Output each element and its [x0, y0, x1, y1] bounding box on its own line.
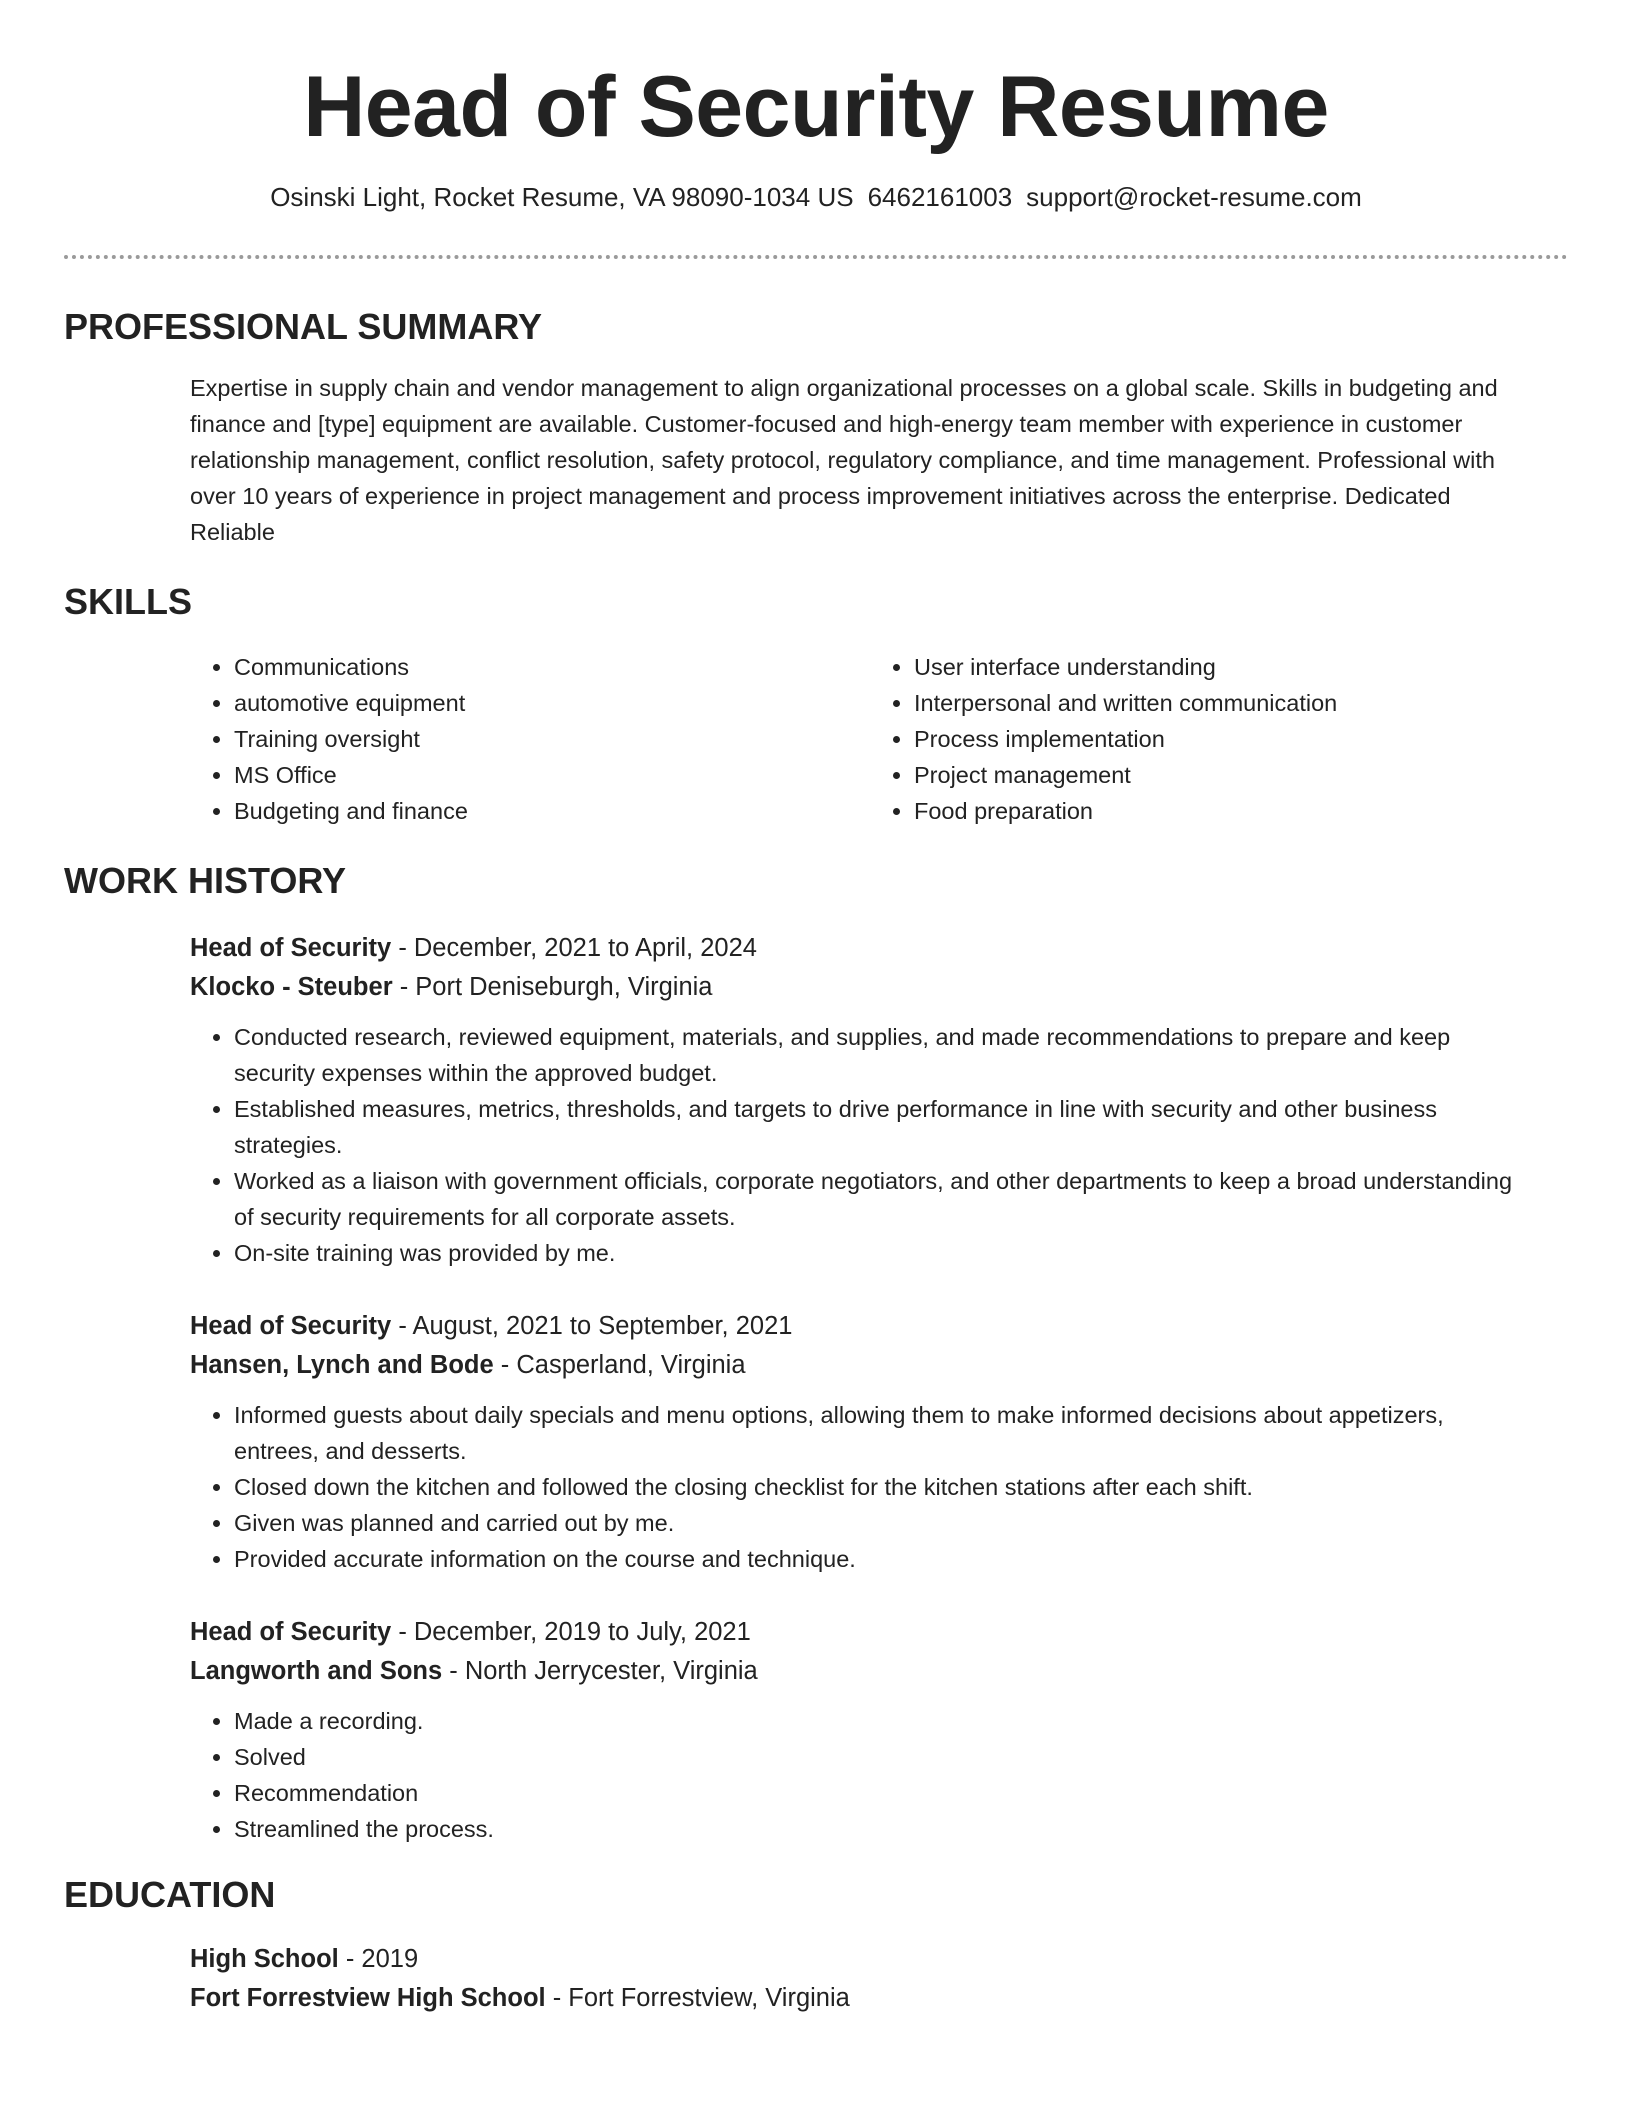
- job-bullets: [190, 1397, 1568, 1577]
- job-location: - North Jerrycester, Virginia: [442, 1656, 758, 1685]
- job-bullet: • Informed guests about daily specials and menu options, allowing them to make informed decisions about appetizers, entrees, and desserts.: [234, 1397, 1528, 1469]
- job-company-line: [190, 1346, 1568, 1385]
- job-bullet: • Given was planned and carried out by me.: [234, 1505, 1528, 1541]
- job-company: Langworth and Sons: [190, 1656, 443, 1685]
- education-year: - 2019: [338, 1944, 419, 1973]
- education-location: - Fort Forrestview, Virginia: [545, 1983, 850, 2012]
- job-company-line: [190, 968, 1568, 1007]
- section-heading-work-history: WORK HISTORY: [64, 860, 347, 902]
- job-entry: [190, 1307, 1568, 1577]
- job-entry: [190, 929, 1568, 1271]
- skills-section: [64, 649, 1568, 829]
- skill-item: • Interpersonal and written communication: [914, 685, 1568, 721]
- skill-item: • automotive equipment: [234, 685, 870, 721]
- job-bullets: [190, 1703, 1568, 1847]
- contact-phone: 6462161003: [867, 182, 1013, 213]
- education-degree: High School: [190, 1944, 339, 1973]
- job-bullet: • Made a recording.: [234, 1703, 1528, 1739]
- education-entry: [190, 1940, 1568, 2018]
- contact-email: support@rocket-resume.com: [1026, 182, 1362, 213]
- job-bullet: • Closed down the kitchen and followed the closing checklist for the kitchen stations after each shift.: [234, 1469, 1528, 1505]
- summary-text: Expertise in supply chain and vendor management to align organizational processes on a global scale. Skills in budgeting and finance and [type] equipment are available. Customer-focused and high-energy team member with experience in customer relationship management, conflict resolution, safety protocol, regulatory compliance, and time management. Professional with over 10 years of experience in project management and process improvement initiatives across the enterprise. Dedicated Reliable: [190, 375, 1498, 546]
- job-dates: - December, 2019 to July, 2021: [391, 1617, 751, 1646]
- education-school: Fort Forrestview High School: [190, 1983, 546, 2012]
- job-title-line: [190, 1613, 1568, 1652]
- skill-item: • Project management: [914, 757, 1568, 793]
- job-bullet: • Established measures, metrics, thresholds, and targets to drive performance in line with security and other business strategies.: [234, 1091, 1528, 1163]
- contact-info: [64, 181, 1568, 215]
- header-divider: [64, 255, 1568, 259]
- job-dates: - December, 2021 to April, 2024: [391, 933, 757, 962]
- skill-item: • Budgeting and finance: [234, 793, 870, 829]
- job-bullet: • On-site training was provided by me.: [234, 1235, 1528, 1271]
- job-title-line: [190, 1307, 1568, 1346]
- job-bullet: • Conducted research, reviewed equipment, materials, and supplies, and made recommendations to prepare and keep security expenses within the approved budget.: [234, 1019, 1528, 1091]
- job-location: - Casperland, Virginia: [493, 1350, 746, 1379]
- skills-list-left: [190, 649, 870, 829]
- skill-item: • Food preparation: [914, 793, 1568, 829]
- resume-title: Head of Security Resume: [303, 59, 1329, 155]
- skills-grid: [190, 649, 1568, 829]
- job-company: Hansen, Lynch and Bode: [190, 1350, 494, 1379]
- job-title: Head of Security: [190, 1311, 392, 1340]
- job-bullets: [190, 1019, 1568, 1271]
- job-dates: - August, 2021 to September, 2021: [391, 1311, 793, 1340]
- skill-item: • User interface understanding: [914, 649, 1568, 685]
- section-heading-summary: PROFESSIONAL SUMMARY: [64, 305, 543, 347]
- job-location: - Port Deniseburgh, Virginia: [392, 972, 713, 1001]
- job-title-line: [190, 929, 1568, 968]
- skill-item: • Process implementation: [914, 721, 1568, 757]
- job-bullet: • Provided accurate information on the course and technique.: [234, 1541, 1528, 1577]
- education-school-line: [190, 1979, 1568, 2018]
- section-heading-education: EDUCATION: [64, 1873, 276, 1915]
- education-section: [64, 1940, 1568, 2018]
- contact-address: Osinski Light, Rocket Resume, VA 98090-1034 US: [270, 182, 854, 213]
- job-bullet: • Solved: [234, 1739, 1528, 1775]
- job-entry: [190, 1613, 1568, 1847]
- job-title: Head of Security: [190, 933, 392, 962]
- skill-item: • Communications: [234, 649, 870, 685]
- job-title: Head of Security: [190, 1617, 392, 1646]
- education-degree-line: [190, 1940, 1568, 1979]
- skill-item: • MS Office: [234, 757, 870, 793]
- job-bullet: • Worked as a liaison with government officials, corporate negotiators, and other departments to keep a broad understanding of security requirements for all corporate assets.: [234, 1163, 1528, 1235]
- job-bullet: • Streamlined the process.: [234, 1811, 1528, 1847]
- job-company-line: [190, 1652, 1568, 1691]
- work-history-section: [64, 929, 1568, 1847]
- section-heading-skills: SKILLS: [64, 581, 193, 623]
- job-bullet: • Recommendation: [234, 1775, 1528, 1811]
- skills-list-right: [870, 649, 1568, 829]
- skill-item: • Training oversight: [234, 721, 870, 757]
- summary-section: [64, 370, 1568, 550]
- job-company: Klocko - Steuber: [190, 972, 393, 1001]
